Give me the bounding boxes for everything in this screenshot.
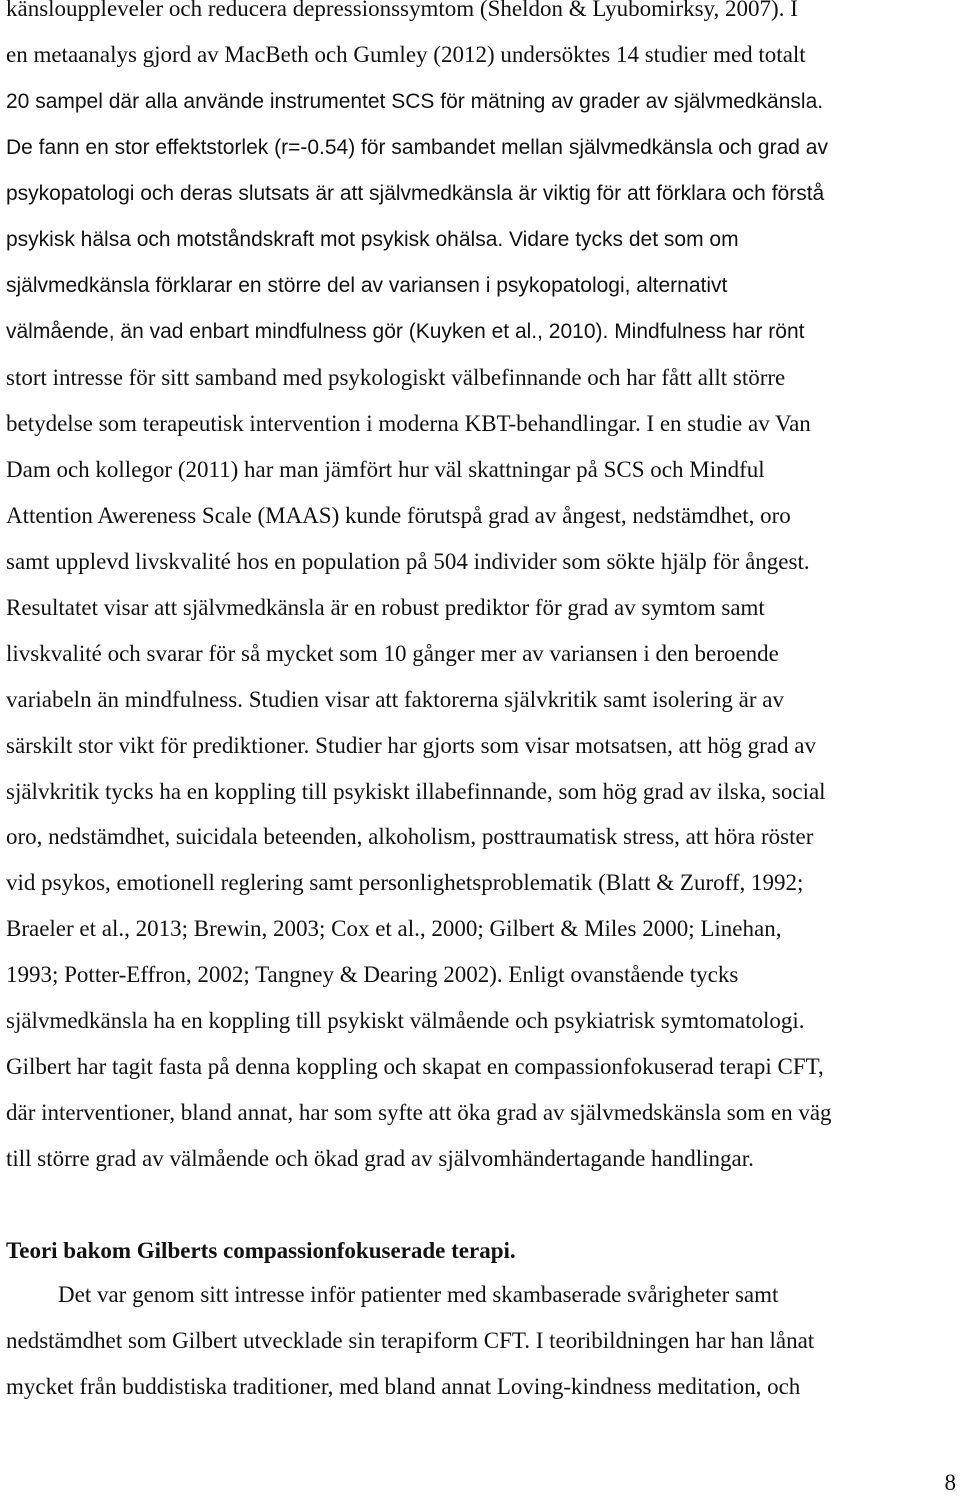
body-text-line: Braeler et al., 2013; Brewin, 2003; Cox et al., 2000; Gilbert & Miles 2000; Linehan, (6, 916, 782, 941)
body-text-line: till större grad av välmående och ökad grad av självomhändertagande handlingar. (6, 1146, 754, 1171)
body-text-line: oro, nedstämdhet, suicidala beteenden, alkoholism, posttraumatisk stress, att höra röster (6, 824, 814, 849)
body-text-line (6, 133, 828, 163)
body-text-line: särskilt stor vikt för prediktioner. Studier har gjorts som visar motsatsen, att hög grad av (6, 733, 816, 758)
section-heading: Teori bakom Gilberts compassionfokuserade terapi. (6, 1238, 516, 1263)
body-text-line: Resultatet visar att självmedkänsla är en robust prediktor för grad av symtom samt (6, 595, 765, 620)
body-text-line: 1993; Potter-Effron, 2002; Tangney & Dearing 2002). Enligt ovanstående tycks (6, 962, 739, 987)
body-text-line: självmedkänsla förklarar en större del av variansen i psykopatologi, alternativt (6, 274, 728, 297)
body-text-line: vid psykos, emotionell reglering samt personlighetsproblematik (Blatt & Zuroff, 1992; (6, 870, 804, 895)
body-text-line: där interventioner, bland annat, har som syfte att öka grad av självmedskänsla som en väg (6, 1100, 832, 1125)
body-text-line: nedstämdhet som Gilbert utvecklade sin terapiform CFT. I teoribildningen har han lånat (6, 1328, 815, 1353)
body-text-line: livskvalité och svarar för så mycket som 10 gånger mer av variansen i den beroende (6, 641, 779, 666)
body-text-line: Gilbert har tagit fasta på denna koppling och skapat en compassionfokuserad terapi CFT, (6, 1054, 824, 1079)
body-text-line: välmående, än vad enbart mindfulness gör (Kuyken et al., 2010). Mindfulness har rönt (6, 320, 805, 343)
page-number: 8 (944, 1470, 956, 1495)
body-text-line: Attention Awereness Scale (MAAS) kunde förutspå grad av ångest, nedstämdhet, oro (6, 503, 791, 528)
body-text-line: mycket från buddistiska traditioner, med bland annat Loving-kindness meditation, och (6, 1374, 801, 1399)
body-text-line: betydelse som terapeutisk intervention i moderna KBT-behandlingar. I en studie av Van (6, 411, 811, 436)
body-text-line: samt upplevd livskvalité hos en population på 504 individer som sökte hjälp för ångest. (6, 549, 810, 574)
body-text-line: Det var genom sitt intresse inför patienter med skambaserade svårigheter samt (58, 1282, 779, 1307)
body-text-line: 20 sampel där alla använde instrumentet SCS för mätning av grader av självmedkänsla. (6, 90, 824, 113)
body-text-line: psykopatologi och deras slutsats är att självmedkänsla är viktig för att förklara och förstå (6, 182, 825, 205)
body-text-segment: De fann en stor effektstorlek (r=-0. (6, 136, 325, 159)
body-text-segment: 54) för sambandet mellan självmedkänsla och grad av (324, 136, 828, 159)
body-text-line: variabeln än mindfulness. Studien visar att faktorerna självkritik samt isolering är av (6, 687, 784, 712)
body-text-line: självmedkänsla ha en koppling till psykiskt välmående och psykiatrisk symtomatologi. (6, 1008, 805, 1033)
body-text-line: självkritik tycks ha en koppling till psykiskt illabefinnande, som hög grad av ilska, social (6, 779, 826, 804)
body-text-line: en metaanalys gjord av MacBeth och Gumley (2012) undersöktes 14 studier med totalt (6, 42, 806, 67)
body-text-line: psykisk hälsa och motståndskraft mot psykisk ohälsa. Vidare tycks det som om (6, 228, 739, 251)
body-text-line: Dam och kollegor (2011) har man jämfört hur väl skattningar på SCS och Mindful (6, 457, 765, 482)
body-text-line: stort intresse för sitt samband med psykologiskt välbefinnande och har fått allt större (6, 365, 786, 390)
body-text-line: känslouppleveler och reducera depressionssymtom (Sheldon & Lyubomirksy, 2007). I (6, 0, 798, 21)
